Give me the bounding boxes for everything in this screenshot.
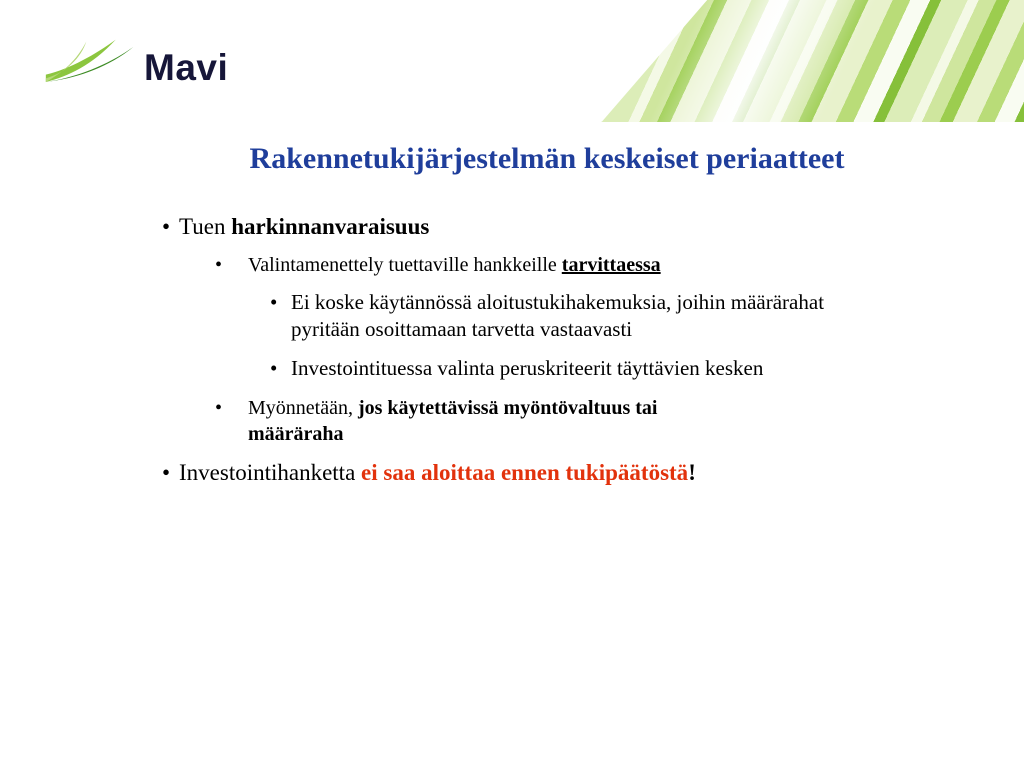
bullet-item-level-3 <box>270 289 882 344</box>
header-band <box>0 0 1024 122</box>
bullet-marker: • <box>162 214 171 239</box>
bullet-marker: • <box>162 459 171 485</box>
bullet-marker: • <box>270 289 278 314</box>
mavi-logo <box>44 34 229 88</box>
bullet-item-level-1 <box>162 458 882 488</box>
mavi-logo-text: Mavi <box>144 46 229 88</box>
bullet-list <box>162 212 882 488</box>
bullet-item-level-1 <box>162 212 882 242</box>
mavi-logo-leaf-icon <box>44 34 136 84</box>
bullet-marker: • <box>270 356 278 381</box>
bullet-marker: • <box>215 396 223 419</box>
bullet-item-level-2 <box>215 395 882 447</box>
bullet-text: Ei koske käytännössä aloitustukihakemuksia, joihin määrärahat pyritään osoittamaan tarvetta vastaavasti <box>291 289 825 342</box>
bullet-text: Investointihanketta ei saa aloittaa ennen tukipäätöstä! <box>179 459 696 485</box>
bullet-marker: • <box>215 253 223 276</box>
bullet-text: Investointituessa valinta peruskriteerit täyttävien kesken <box>291 356 764 381</box>
bullet-text: Tuen harkinnanvaraisuus <box>179 214 430 239</box>
bullet-text: Valintamenettely tuettaville hankkeille tarvittaessa <box>248 253 661 276</box>
bullet-item-level-3 <box>270 355 882 382</box>
bullet-item-level-2 <box>215 252 882 278</box>
bullet-text: Myönnetään, jos käytettävissä myöntövaltuus tai määräraha <box>248 396 658 445</box>
header-white-diagonal-band <box>544 0 1024 122</box>
slide-title: Rakennetukijärjestelmän keskeiset periaatteet <box>249 142 845 175</box>
